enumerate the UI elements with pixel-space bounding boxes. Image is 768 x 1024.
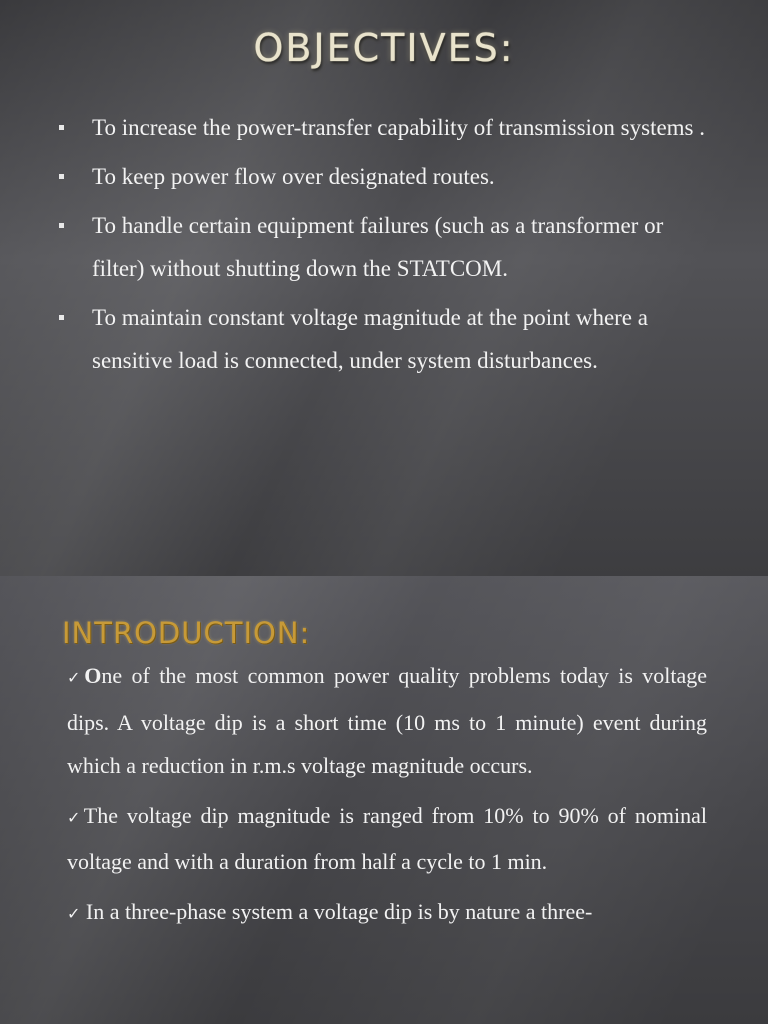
paragraph-initial: O	[84, 663, 102, 688]
slide-introduction	[0, 576, 768, 1024]
list-item	[56, 155, 716, 198]
list-item-text: To handle certain equipment failures (such as a transformer or filter) without shutting down the STATCOM.	[92, 213, 664, 281]
intro-body	[67, 654, 707, 942]
objectives-list	[56, 106, 716, 388]
list-item-text: To maintain constant voltage magnitude at the point where a sensitive load is connected, under system disturbances.	[92, 305, 648, 373]
checkmark-icon: ✓	[67, 809, 84, 827]
paragraph	[67, 794, 707, 884]
list-item-text: To keep power flow over designated routes.	[92, 164, 495, 189]
paragraph	[67, 890, 707, 937]
list-item	[56, 106, 716, 149]
list-item-text: To increase the power-transfer capability of transmission systems .	[92, 115, 706, 140]
checkmark-icon: ✓	[67, 905, 81, 923]
paragraph-text: ne of the most common power quality problems today is voltage dips. A voltage dip is a short time (10 ms to 1 minute) event during which a reduction in r.m.s voltage magnitude occurs.	[67, 663, 707, 778]
slide-title: INTRODUCTION:	[62, 616, 311, 650]
square-bullet-icon	[59, 223, 64, 228]
slide-title: OBJECTIVES:	[253, 26, 515, 70]
square-bullet-icon	[59, 315, 64, 320]
paragraph	[67, 654, 707, 788]
square-bullet-icon	[59, 174, 64, 179]
list-item	[56, 296, 716, 382]
paragraph-text: The voltage dip magnitude is ranged from 10% to 90% of nominal voltage and with a duration from half a cycle to 1 min.	[67, 802, 708, 874]
paragraph-text: In a three-phase system a voltage dip is by nature a three-	[80, 898, 593, 924]
list-item	[56, 204, 716, 290]
square-bullet-icon	[59, 125, 64, 130]
checkmark-icon: ✓	[67, 670, 85, 687]
